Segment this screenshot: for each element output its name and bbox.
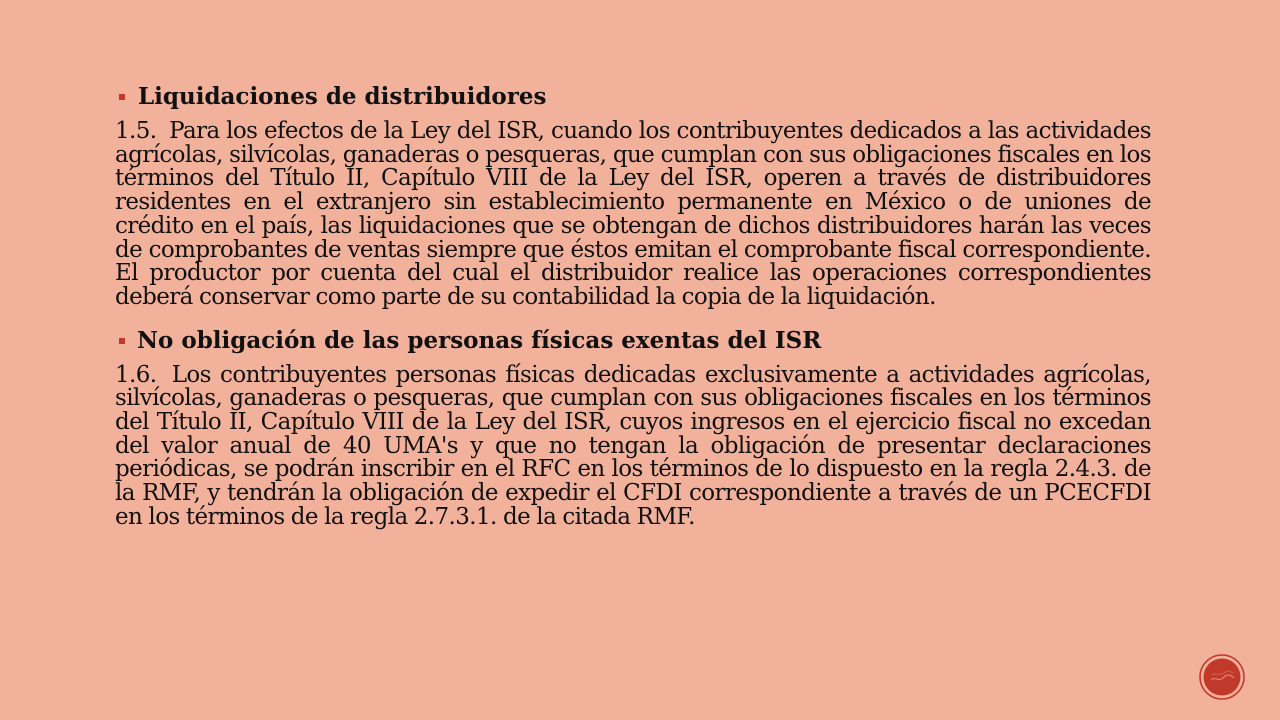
square-bullet-icon	[119, 338, 125, 344]
rule-paragraph-1-5	[115, 120, 1151, 310]
square-bullet-icon	[119, 94, 125, 100]
rule-text: Los contribuyentes personas físicas dedicadas exclusivamente a actividades agrícolas, silvícolas, ganaderas o pesqueras, que cumplan con sus obligaciones fiscales en los términos del Título II, Capítulo VIII de la Ley del ISR, cuyos ingresos en el ejercicio fiscal no excedan del valor anual de 40 UMA's y que no tengan la obligación de presentar declaraciones periódicas, se podrán inscribir en el RFC en los términos de lo dispuesto en la regla 2.4.3. de la RMF, y tendrán la obligación de expedir el CFDI correspondiente a través de un PCECFDI en los términos de la regla 2.7.3.1. de la citada RMF.	[115, 361, 1151, 530]
circle-logo-icon	[1199, 654, 1245, 700]
heading-text: Liquidaciones de distribuidores	[138, 83, 547, 110]
slide-content	[115, 83, 1151, 547]
rule-paragraph-1-6	[115, 361, 1151, 530]
section-heading-no-obligacion	[115, 327, 1151, 355]
section-heading-liquidaciones	[115, 83, 1151, 111]
heading-text: No obligación de las personas físicas exentas del ISR	[137, 326, 822, 354]
rule-number: 1.5.	[115, 118, 157, 144]
rule-text: Para los efectos de la Ley del ISR, cuando los contribuyentes dedicados a las actividades agrícolas, silvícolas, ganaderas o pesqueras, que cumplan con sus obligaciones fiscales en los términos del Título II, Capítulo VIII de la Ley del ISR, operen a través de distribuidores residentes en el extranjero sin establecimiento permanente en México o de uniones de crédito en el país, las liquidaciones que se obtengan de dichos distribuidores harán las veces de comprobantes de ventas siempre que éstos emitan el comprobante fiscal correspondiente. El productor por cuenta del cual el distribuidor realice las operaciones correspondientes deberá conservar como parte de su contabilidad la copia de la liquidación.	[115, 118, 1151, 310]
rule-number: 1.6.	[115, 361, 157, 388]
